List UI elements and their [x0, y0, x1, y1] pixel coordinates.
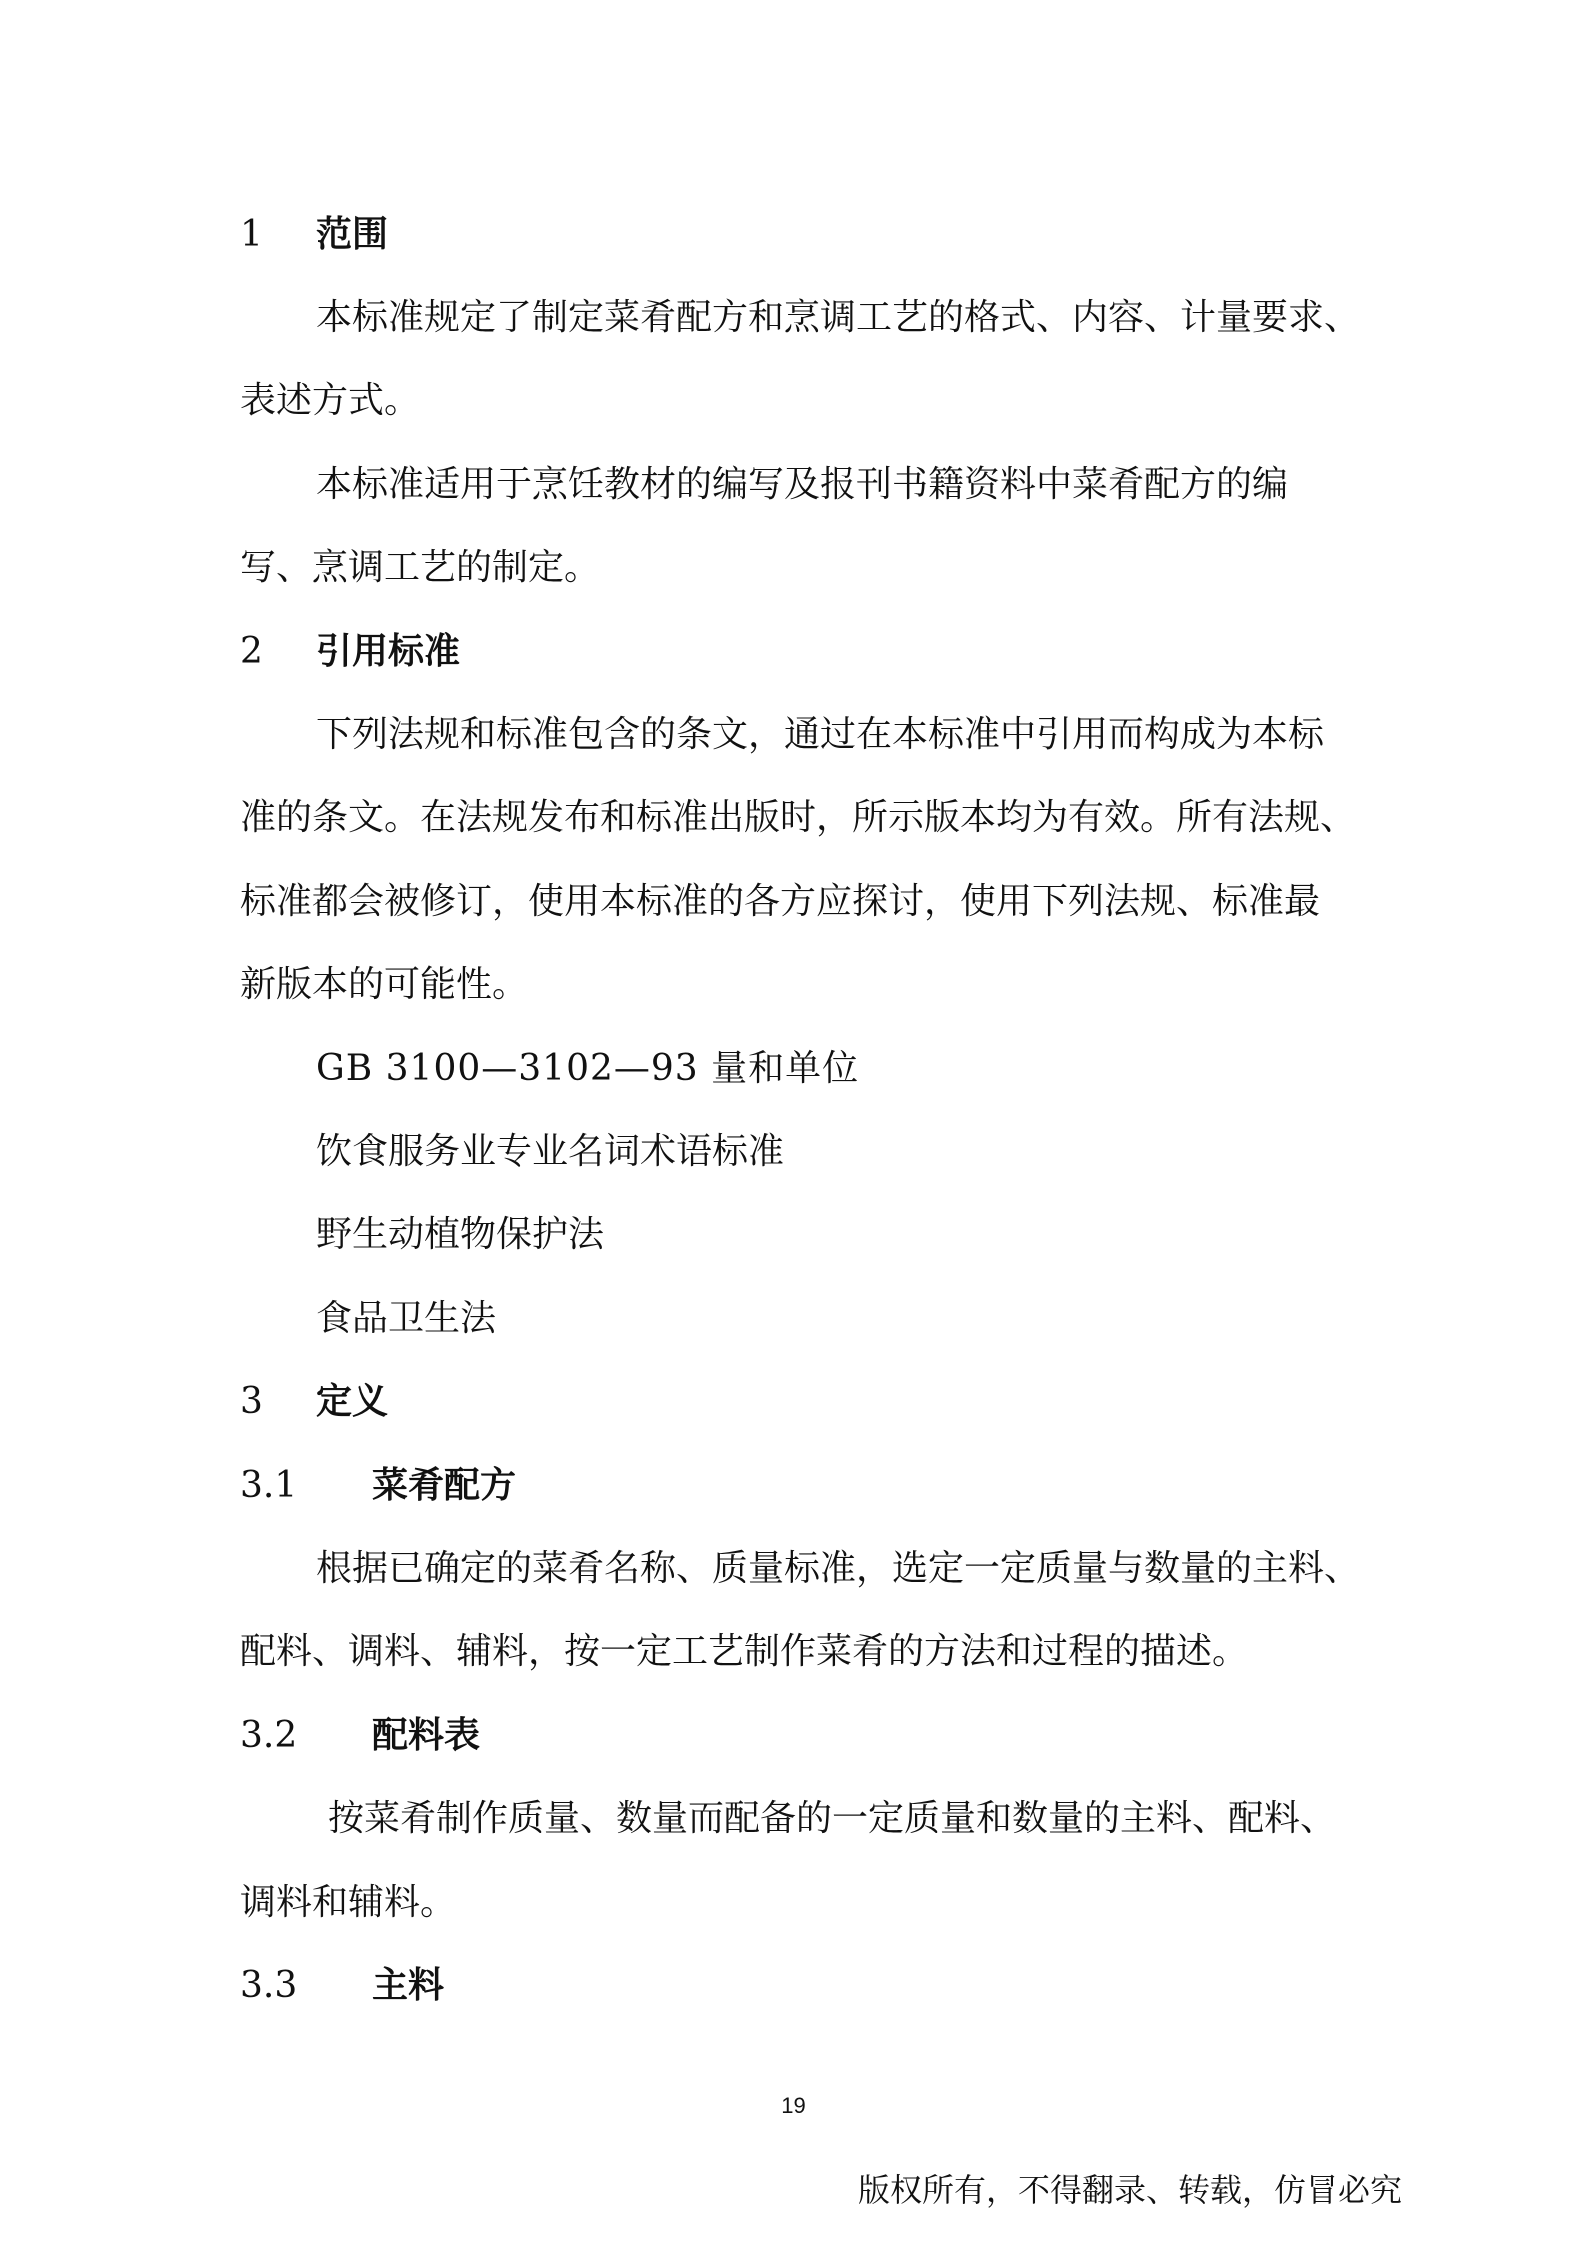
paragraph-line: 配料、调料、辅料，按一定工艺制作菜肴的方法和过程的描述。: [240, 1631, 1249, 1672]
reference-item: 野生动植物保护法: [316, 1214, 605, 1255]
section-number: 3.3: [240, 1965, 298, 2006]
section-title: 引用标准: [316, 631, 461, 672]
section-3-2-heading: [240, 1711, 480, 1761]
paragraph-line: 调料和辅料。: [240, 1882, 457, 1923]
section-number: 3.1: [240, 1465, 298, 1506]
section-title: 范围: [316, 214, 389, 255]
reference-item: 食品卫生法: [316, 1298, 497, 1339]
paragraph-line: 标准都会被修订，使用本标准的各方应探讨，使用下列法规、标准最: [240, 881, 1321, 922]
section-title: 配料表: [372, 1715, 481, 1756]
paragraph-line: 根据已确定的菜肴名称、质量标准，选定一定质量与数量的主料、: [316, 1548, 1361, 1589]
paragraph-line: 按菜肴制作质量、数量而配备的一定质量和数量的主料、配料、: [328, 1798, 1337, 1839]
paragraph-line: 表述方式。: [240, 380, 421, 421]
section-title: 菜肴配方: [372, 1465, 517, 1506]
section-number: 2: [240, 631, 263, 672]
section-2-heading: [240, 627, 460, 677]
page-number: 19: [781, 2093, 806, 2118]
paragraph-line: 写、烹调工艺的制定。: [240, 547, 601, 588]
section-number: 3.2: [240, 1715, 298, 1756]
paragraph-line: 准的条文。在法规发布和标准出版时，所示版本均为有效。所有法规、: [240, 797, 1357, 838]
section-number: 1: [240, 214, 263, 255]
section-1-heading: [240, 210, 388, 260]
section-3-1-heading: [240, 1461, 516, 1511]
paragraph-line: 本标准适用于烹饪教材的编写及报刊书籍资料中菜肴配方的编: [316, 464, 1289, 505]
paragraph-line: 本标准规定了制定菜肴配方和烹调工艺的格式、内容、计量要求、: [316, 297, 1361, 338]
copyright-notice: 版权所有，不得翻录、转载，仿冒必究: [857, 2171, 1402, 2209]
section-number: 3: [240, 1381, 263, 1422]
section-title: 定义: [316, 1381, 389, 1422]
paragraph-line: 下列法规和标准包含的条文，通过在本标准中引用而构成为本标: [316, 714, 1325, 755]
section-3-3-heading: [240, 1961, 444, 2011]
section-3-heading: [240, 1377, 388, 1427]
section-title: 主料: [372, 1965, 445, 2006]
paragraph-line: 新版本的可能性。: [240, 964, 529, 1005]
reference-item: 饮食服务业专业名词术语标准: [316, 1131, 785, 1172]
reference-item: GB 3100—3102—93 量和单位: [316, 1048, 860, 1089]
